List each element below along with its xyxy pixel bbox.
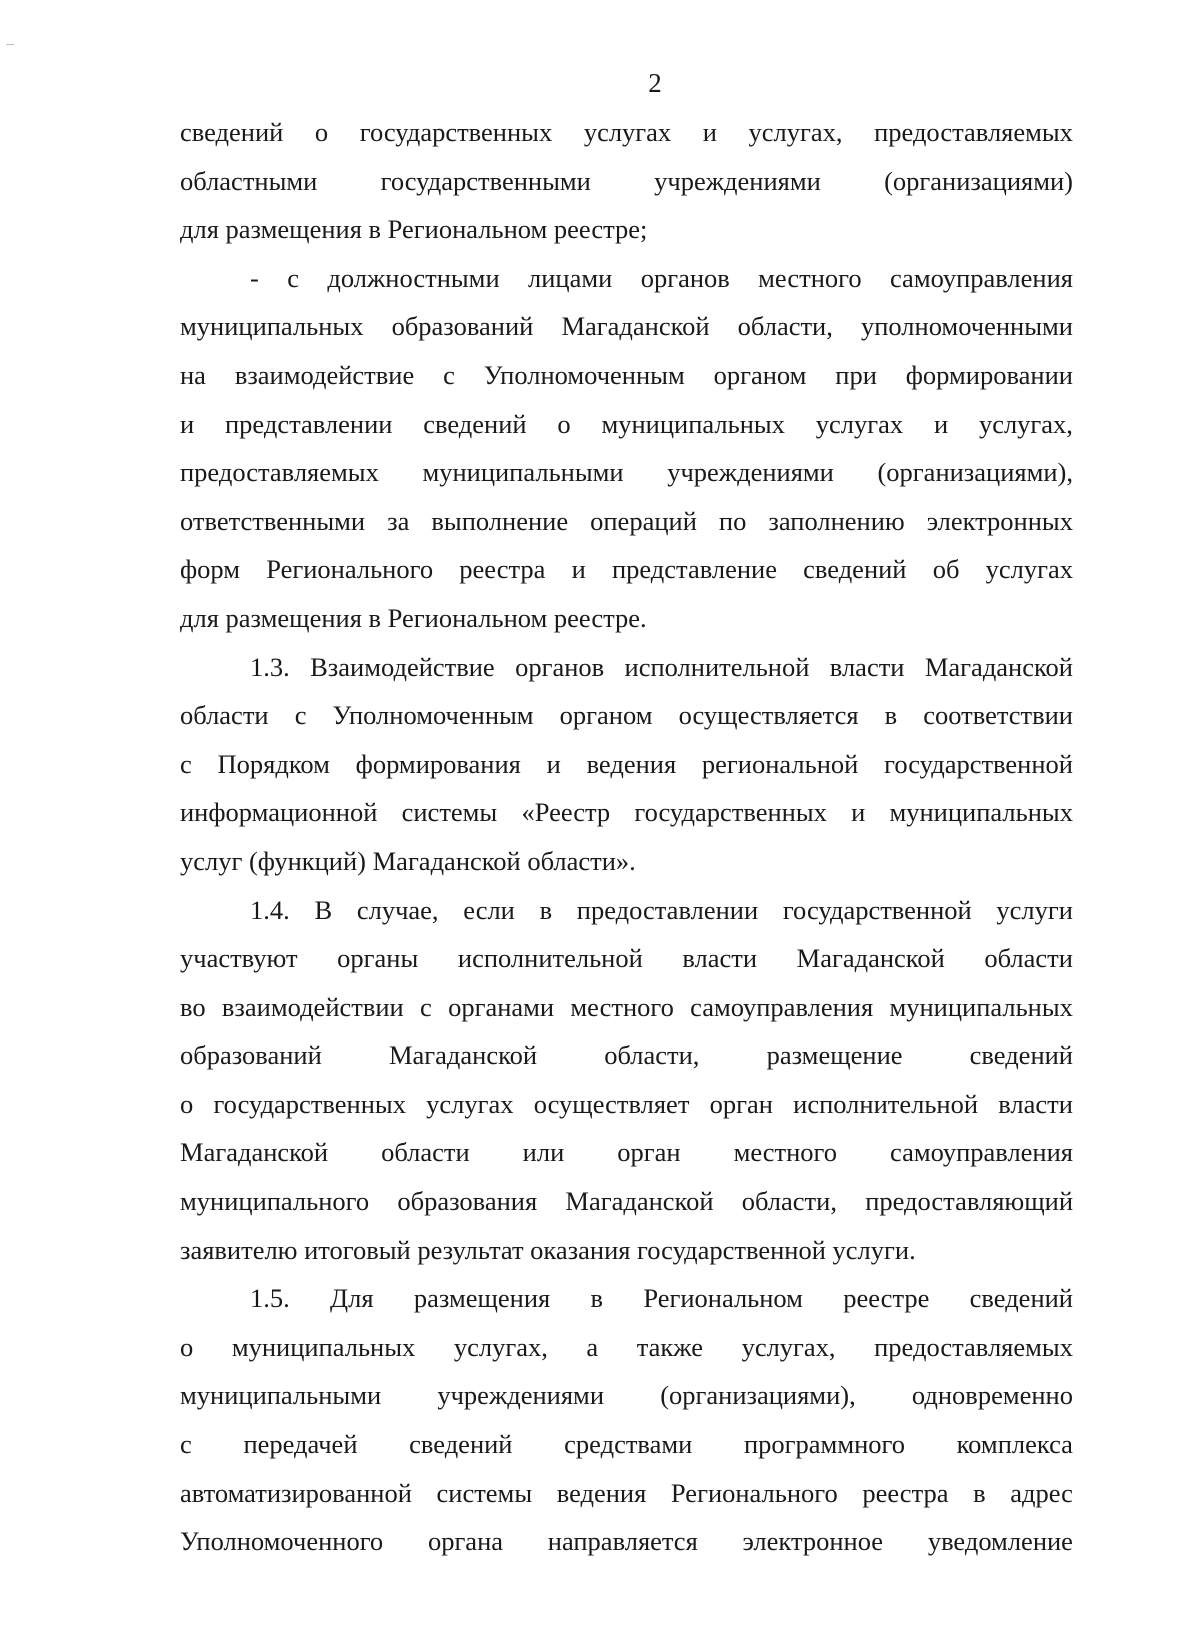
word: с bbox=[180, 1429, 192, 1460]
scan-artifact bbox=[6, 44, 14, 45]
text-line bbox=[180, 740, 1073, 789]
word: если bbox=[463, 894, 515, 925]
word: Порядком bbox=[217, 748, 330, 779]
word: исполнительной bbox=[793, 1088, 979, 1119]
word: услуги bbox=[996, 894, 1073, 925]
word: операций bbox=[590, 505, 697, 536]
word: самоуправления bbox=[889, 1137, 1073, 1168]
word: услугах, bbox=[978, 408, 1073, 439]
word: электронное bbox=[742, 1526, 884, 1557]
word: государственной bbox=[884, 748, 1073, 779]
word: Регионального bbox=[670, 1477, 838, 1508]
word: Уполномоченным bbox=[483, 359, 685, 390]
word: образований bbox=[391, 311, 534, 342]
word: ведения bbox=[556, 1477, 647, 1508]
text-line bbox=[180, 1371, 1073, 1420]
word: программного bbox=[743, 1429, 905, 1460]
word: участвуют bbox=[180, 943, 298, 974]
word: местного bbox=[570, 991, 674, 1022]
word: учреждениями bbox=[437, 1380, 605, 1411]
word: информационной bbox=[180, 797, 378, 828]
text-line: для размещения в Региональном реестре; bbox=[180, 214, 648, 245]
word: о bbox=[180, 1088, 194, 1119]
text-line bbox=[180, 1323, 1073, 1372]
word: орган bbox=[709, 1088, 773, 1119]
word: комплекса bbox=[956, 1429, 1073, 1460]
word: сведений bbox=[180, 117, 284, 147]
word: Магаданской bbox=[561, 311, 710, 342]
word: передачей bbox=[243, 1429, 358, 1460]
word: Для bbox=[330, 1283, 374, 1314]
word: Магаданской bbox=[796, 943, 945, 974]
text-line bbox=[180, 886, 1073, 935]
word: в bbox=[590, 1283, 604, 1314]
word: на bbox=[180, 359, 206, 390]
word: с bbox=[287, 262, 299, 293]
word: системы bbox=[401, 797, 498, 828]
word: случае, bbox=[356, 894, 439, 925]
text-line bbox=[180, 497, 1073, 546]
word: адрес bbox=[1010, 1477, 1073, 1508]
word: автоматизированной bbox=[180, 1477, 412, 1508]
word: форм bbox=[180, 554, 241, 585]
word: государственных bbox=[213, 1088, 406, 1119]
text-line bbox=[180, 934, 1073, 983]
text-line bbox=[180, 254, 1073, 303]
text-line bbox=[180, 1469, 1073, 1518]
word: услугах bbox=[426, 1088, 514, 1119]
text-line bbox=[180, 788, 1073, 837]
word: услугах bbox=[583, 117, 672, 147]
word: об bbox=[932, 554, 960, 585]
text-line bbox=[180, 400, 1073, 449]
word: органа bbox=[427, 1526, 504, 1557]
word: и bbox=[571, 554, 586, 585]
text-line bbox=[180, 545, 1073, 594]
word: области, bbox=[604, 1040, 700, 1071]
text-line: для размещения в Региональном реестре. bbox=[180, 602, 647, 633]
word: Магаданской bbox=[388, 1040, 538, 1071]
word: уведомление bbox=[927, 1526, 1073, 1557]
text-line bbox=[180, 351, 1073, 400]
word: исполнительной bbox=[457, 943, 643, 974]
word: с bbox=[420, 991, 432, 1022]
word: В bbox=[314, 894, 333, 925]
word: органами bbox=[448, 991, 555, 1022]
word: и bbox=[702, 117, 717, 147]
word: региональной bbox=[701, 748, 859, 779]
word: самоуправления bbox=[690, 991, 874, 1022]
word: государственных bbox=[359, 117, 553, 147]
word: Регионального bbox=[266, 554, 434, 585]
word: средствами bbox=[564, 1429, 693, 1460]
word: орган bbox=[617, 1137, 681, 1168]
word: предоставляющий bbox=[865, 1186, 1073, 1217]
word: области bbox=[381, 1137, 470, 1168]
word: о bbox=[557, 408, 571, 439]
word: сведений bbox=[409, 1429, 513, 1460]
word: во bbox=[180, 991, 206, 1022]
word: области, bbox=[737, 311, 833, 342]
word: области, bbox=[741, 1186, 837, 1217]
word: государственных bbox=[634, 797, 827, 828]
word: выполнение bbox=[431, 505, 569, 536]
word: Уполномоченного bbox=[180, 1526, 384, 1557]
word: сведений bbox=[423, 408, 527, 439]
word: в bbox=[884, 700, 898, 731]
word: государственными bbox=[380, 165, 591, 196]
word: и bbox=[851, 797, 866, 828]
word: и bbox=[933, 408, 949, 439]
word: 1.3. bbox=[250, 651, 290, 682]
word: исполнительной bbox=[624, 651, 810, 682]
text-line bbox=[180, 1517, 1073, 1566]
word: и bbox=[546, 748, 561, 779]
word: власти bbox=[998, 1088, 1073, 1119]
word: Региональном bbox=[643, 1283, 803, 1314]
word: областными bbox=[180, 165, 318, 196]
word: направляется bbox=[547, 1526, 698, 1557]
word: органом bbox=[713, 359, 807, 390]
word: а bbox=[586, 1331, 599, 1362]
word: о bbox=[180, 1331, 194, 1362]
word: при bbox=[835, 359, 877, 390]
word: муниципальных bbox=[889, 991, 1073, 1022]
word: услугах, bbox=[741, 1331, 836, 1362]
text-line bbox=[180, 1080, 1073, 1129]
word: заполнению bbox=[768, 505, 905, 536]
page-number: 2 bbox=[648, 68, 662, 98]
word: муниципального bbox=[180, 1186, 370, 1217]
word: «Реестр bbox=[521, 797, 611, 828]
text-line bbox=[180, 691, 1073, 740]
word: также bbox=[636, 1331, 703, 1362]
word: органов bbox=[515, 651, 605, 682]
word: осуществляется bbox=[678, 700, 859, 731]
word: представление bbox=[611, 554, 777, 585]
word: взаимодействии bbox=[221, 991, 404, 1022]
word: уполномоченными bbox=[860, 311, 1073, 342]
word: муниципальными bbox=[180, 1380, 382, 1411]
text-line bbox=[180, 1128, 1073, 1177]
word: муниципальных bbox=[889, 797, 1073, 828]
word: в bbox=[539, 894, 553, 925]
word: за bbox=[387, 505, 410, 536]
text-line bbox=[180, 448, 1073, 497]
text-line: услуг (функций) Магаданской области». bbox=[180, 845, 636, 876]
word: - bbox=[250, 262, 259, 293]
text-line bbox=[180, 1031, 1073, 1080]
word: размещение bbox=[766, 1040, 903, 1071]
word: местного bbox=[733, 1137, 837, 1168]
word: с bbox=[180, 748, 192, 779]
word: сведений bbox=[969, 1040, 1073, 1071]
word: власти bbox=[682, 943, 758, 974]
text-line bbox=[180, 1177, 1073, 1226]
word: муниципальных bbox=[601, 408, 785, 439]
word: предоставляемых bbox=[180, 457, 379, 488]
word: образований bbox=[180, 1040, 322, 1071]
word: учреждениями bbox=[667, 457, 834, 488]
word: или bbox=[522, 1137, 565, 1168]
word: (организациями) bbox=[884, 165, 1073, 196]
word: соответствии bbox=[923, 700, 1073, 731]
word: (организациями), bbox=[877, 457, 1073, 488]
word: самоуправления bbox=[889, 262, 1073, 293]
word: ответственными bbox=[180, 505, 366, 536]
word: ведения bbox=[586, 748, 677, 779]
text-line bbox=[180, 108, 1073, 157]
text-line bbox=[180, 643, 1073, 692]
word: Магаданской bbox=[924, 651, 1073, 682]
word: муниципальных bbox=[180, 311, 364, 342]
word: Магаданской bbox=[180, 1137, 329, 1168]
word: органом bbox=[559, 700, 653, 731]
word: 1.5. bbox=[250, 1283, 290, 1314]
word: предоставляемых bbox=[874, 1331, 1073, 1362]
word: электронных bbox=[926, 505, 1073, 536]
word: формирования bbox=[355, 748, 521, 779]
word: органы bbox=[337, 943, 419, 974]
word: учреждениями bbox=[654, 165, 821, 196]
word: 1.4. bbox=[250, 894, 290, 925]
word: о bbox=[314, 117, 329, 147]
document-body bbox=[180, 108, 1073, 1566]
word: лицами bbox=[528, 262, 613, 293]
word: местного bbox=[758, 262, 862, 293]
word: области bbox=[180, 700, 269, 731]
word: системы bbox=[436, 1477, 533, 1508]
word: Взаимодействие bbox=[310, 651, 495, 682]
word: предоставлении bbox=[576, 894, 759, 925]
word: и bbox=[180, 408, 195, 439]
word: муниципальными bbox=[422, 457, 624, 488]
word: одновременно bbox=[911, 1380, 1073, 1411]
word: в bbox=[973, 1477, 986, 1508]
word: Уполномоченным bbox=[332, 700, 534, 731]
word: формировании bbox=[905, 359, 1073, 390]
word: государственной bbox=[782, 894, 972, 925]
word: области bbox=[984, 943, 1073, 974]
word: реестра bbox=[862, 1477, 949, 1508]
word: представлении bbox=[225, 408, 393, 439]
word: услугах, bbox=[453, 1331, 548, 1362]
word: образования bbox=[397, 1186, 538, 1217]
word: услугах bbox=[815, 408, 904, 439]
word: муниципальных bbox=[231, 1331, 416, 1362]
word: органов bbox=[640, 262, 730, 293]
word: осуществляет bbox=[533, 1088, 690, 1119]
text-line bbox=[180, 302, 1073, 351]
word: сведений bbox=[803, 554, 907, 585]
text-line bbox=[180, 157, 1073, 206]
word: (организациями), bbox=[660, 1380, 856, 1411]
word: по bbox=[718, 505, 747, 536]
word: с bbox=[294, 700, 307, 731]
word: реестре bbox=[843, 1283, 930, 1314]
word: размещения bbox=[413, 1283, 551, 1314]
word: услугах bbox=[985, 554, 1073, 585]
word: Магаданской bbox=[565, 1186, 714, 1217]
word: услугах, bbox=[748, 117, 843, 147]
text-line bbox=[180, 1274, 1073, 1323]
word: предоставляемых bbox=[874, 117, 1073, 147]
word: реестра bbox=[459, 554, 546, 585]
text-line bbox=[180, 983, 1073, 1032]
text-line bbox=[180, 1420, 1073, 1469]
word: должностными bbox=[327, 262, 500, 293]
word: с bbox=[443, 359, 455, 390]
word: власти bbox=[829, 651, 905, 682]
word: сведений bbox=[969, 1283, 1073, 1314]
text-line: заявителю итоговый результат оказания государственной услуги. bbox=[180, 1234, 916, 1265]
word: взаимодействие bbox=[234, 359, 415, 390]
